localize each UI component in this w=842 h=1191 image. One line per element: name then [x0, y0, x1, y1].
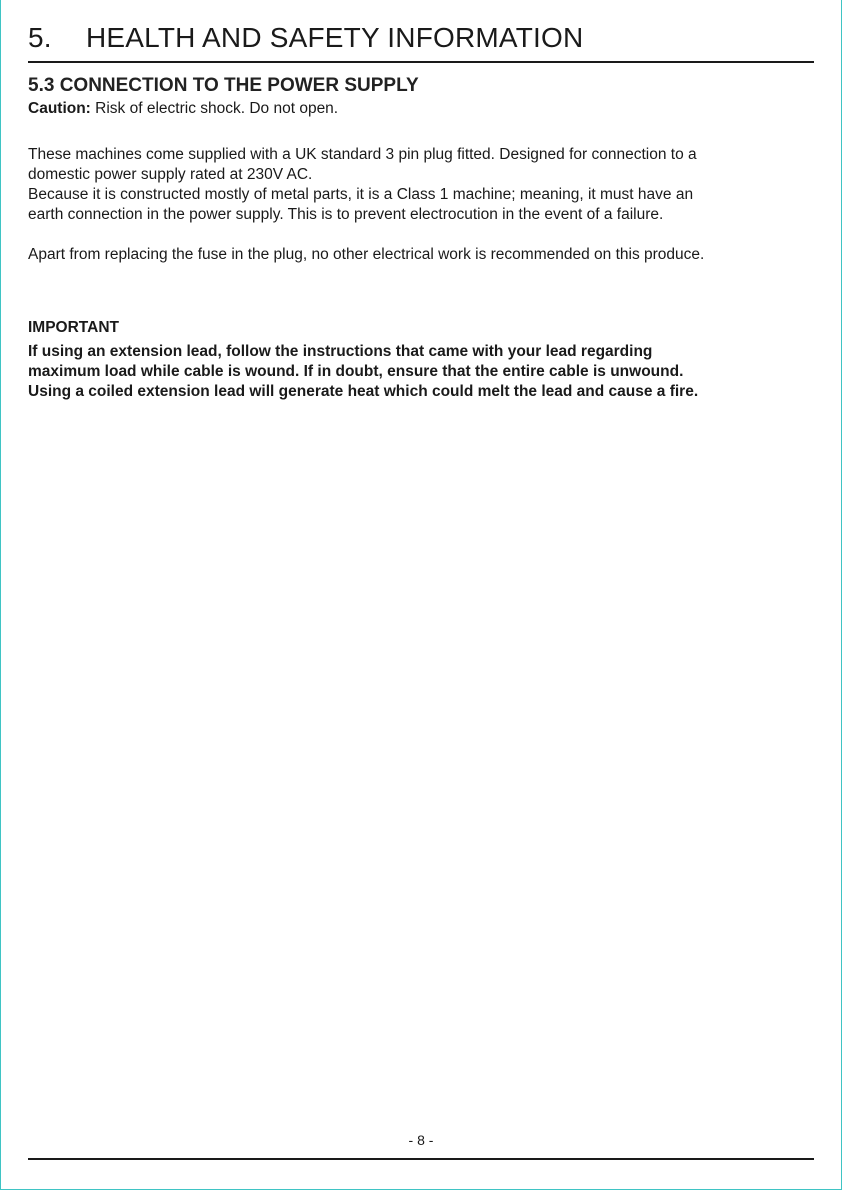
heading-rule: [28, 61, 814, 63]
caution-text: Risk of electric shock. Do not open.: [90, 100, 339, 117]
paragraph-fuse: [28, 245, 814, 265]
footer-rule: [28, 1158, 814, 1160]
page-number: - 8 -: [408, 1132, 434, 1148]
important-label: IMPORTANT: [28, 319, 119, 336]
paragraph-line: Apart from replacing the fuse in the plug, no other electrical work is recommended on this produce.: [28, 246, 705, 263]
important-line: If using an extension lead, follow the instructions that came with your lead regarding: [28, 343, 653, 360]
section-heading: [28, 20, 814, 56]
caution-label: Caution:: [28, 100, 91, 117]
paragraph-line: earth connection in the power supply. This is to prevent electrocution in the event of a failure.: [28, 206, 664, 223]
paragraph-line: domestic power supply rated at 230V AC.: [28, 166, 313, 183]
important-notice: [28, 342, 698, 402]
paragraph-power-supply: [28, 145, 814, 225]
paragraph-line: These machines come supplied with a UK standard 3 pin plug fitted. Designed for connection to a: [28, 146, 697, 163]
caution-line: [28, 99, 338, 119]
section-number: 5.: [28, 22, 52, 53]
important-line: Using a coiled extension lead will generate heat which could melt the lead and cause a fire.: [28, 383, 699, 400]
document-page: [28, 0, 814, 1191]
important-line: maximum load while cable is wound. If in doubt, ensure that the entire cable is unwound.: [28, 363, 684, 380]
paragraph-line: Because it is constructed mostly of metal parts, it is a Class 1 machine; meaning, it must have an: [28, 186, 694, 203]
subsection-title: 5.3 CONNECTION TO THE POWER SUPPLY: [28, 75, 419, 96]
section-title: HEALTH AND SAFETY INFORMATION: [86, 22, 584, 53]
